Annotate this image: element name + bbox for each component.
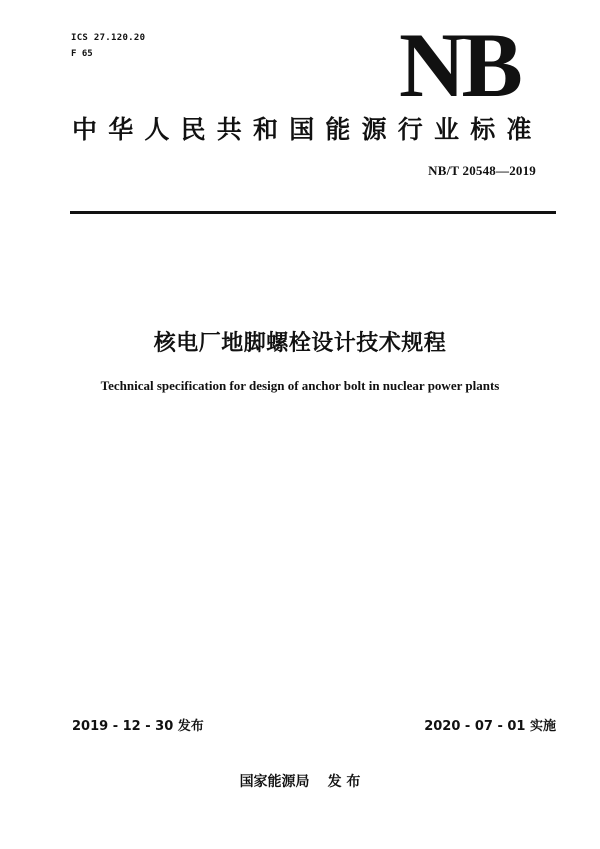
issue-date: 2019 - 12 - 30 发布 [72,719,204,734]
organization-title: 中华人民共和国能源行业标准 [72,115,543,144]
ccs-code: F 65 [71,49,93,59]
nb-logo-text: NB [399,24,519,106]
header-divider [70,211,556,214]
publisher-name: 国家能源局 [239,774,310,790]
document-title-chinese: 核电厂地脚螺栓设计技术规程 [153,331,447,356]
standard-number: NB/T 20548—2019 [428,163,536,178]
publisher-line [0,771,600,791]
publish-label: 发 布 [327,774,361,790]
nb-logo [399,24,529,106]
document-title-english: Technical specification for design of anchor bolt in nuclear power plants [100,378,500,393]
implementation-date: 2020 - 07 - 01 实施 [424,719,556,734]
ics-code: ICS 27.120.20 [71,33,146,43]
